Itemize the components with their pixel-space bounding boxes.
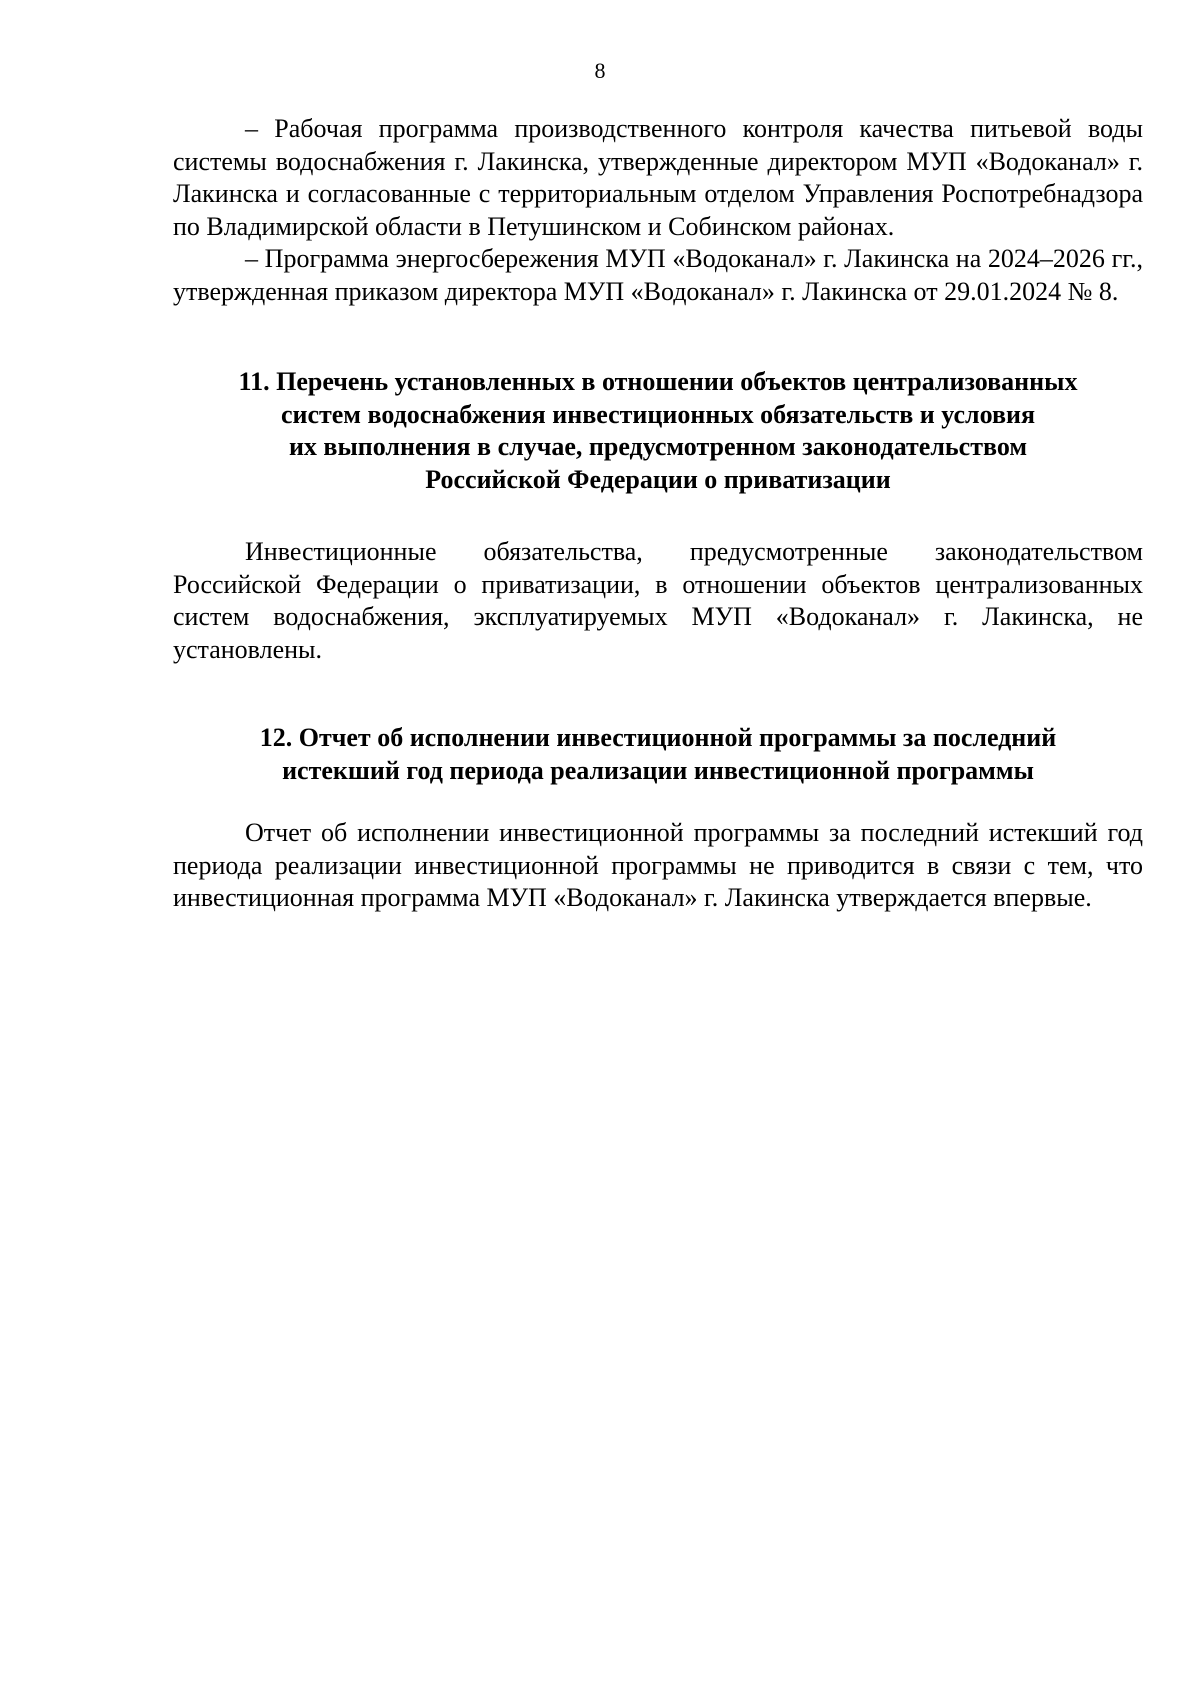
page-content: [173, 113, 1143, 915]
section-11-heading-line: Российской Федерации о приватизации: [425, 464, 891, 494]
section-11-body: Инвестиционные обязательства, предусмотренные законодательством Российской Федерации о приватизации, в отношении объектов централизованных систем водоснабжения, эксплуатируемых МУП «Водоканал» г. Лакинска, не установлены.: [173, 537, 1143, 664]
section-11-heading-line: их выполнения в случае, предусмотренном законодательством: [288, 432, 1028, 461]
section-11-heading: [173, 366, 1143, 496]
list-item-energy-program: – Программа энергосбережения МУП «Водоканал» г. Лакинска на 2024–2026 гг., утвержденная приказом директора МУП «Водоканал» г. Лакинска от 29.01.2024 № 8.: [173, 244, 1143, 306]
section-12-heading-line: 12. Отчет об исполнении инвестиционной программы за последний: [259, 723, 1057, 752]
section-12-body: Отчет об исполнении инвестиционной программы за последний истекший год периода реализации инвестиционной программы не приводится в связи с тем, что инвестиционная программа МУП «Водоканал» г. Лакинска утверждается впервые.: [173, 818, 1143, 912]
page-number: 8: [594, 58, 606, 83]
section-11-heading-line: систем водоснабжения инвестиционных обязательств и условия: [280, 399, 1036, 429]
list-item-work-program: – Рабочая программа производственного контроля качества питьевой воды системы водоснабжения г. Лакинска, утвержденные директором МУП «Водоканал» г. Лакинска и согласованные с территориальным отделом Управления Роспотребнадзора по Владимирской области в Петушинском и Собинском районах.: [173, 114, 1143, 241]
section-12-heading: [173, 722, 1143, 787]
section-11-heading-line: 11. Перечень установленных в отношении объектов централизованных: [238, 367, 1078, 396]
section-12-heading-line: истекший год периода реализации инвестиционной программы: [282, 755, 1034, 785]
